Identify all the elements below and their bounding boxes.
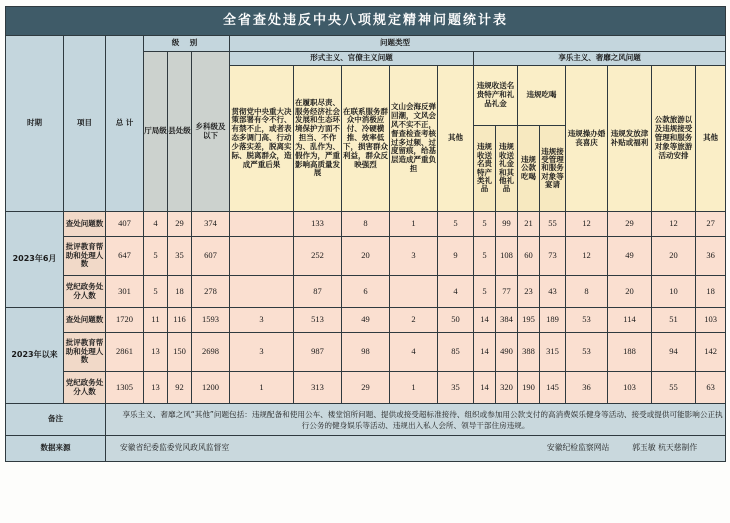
row-label: 批评教育帮助和处理人数 [64, 333, 106, 372]
cell-total: 407 [106, 212, 144, 237]
cell-level-county: 35 [168, 237, 192, 276]
header-formalism-group: 形式主义、官僚主义问题 [230, 52, 474, 66]
page-title: 全省查处违反中央八项规定精神问题统计表 [6, 7, 726, 36]
cell-hedonism-3: 12 [652, 212, 696, 237]
cell-formalism-3: 98 [342, 333, 390, 372]
cell-hedonism-other: 142 [696, 333, 726, 372]
cell-total: 647 [106, 237, 144, 276]
cell-hedonism-2: 114 [608, 308, 652, 333]
cell-level-township: 1593 [192, 308, 230, 333]
cell-gifts-1: 14 [474, 308, 496, 333]
cell-hedonism-1: 53 [566, 333, 608, 372]
cell-dining-2: 315 [540, 333, 566, 372]
header-dining-sub-1: 违规公款吃喝 [518, 126, 540, 212]
cell-hedonism-1: 36 [566, 372, 608, 404]
row-label: 查处问题数 [64, 212, 106, 237]
cell-level-county: 116 [168, 308, 192, 333]
cell-hedonism-3: 94 [652, 333, 696, 372]
cell-level-bureau: 13 [144, 333, 168, 372]
cell-formalism-4 [390, 276, 438, 308]
cell-formalism-1: 3 [230, 308, 294, 333]
cell-formalism-4: 1 [390, 212, 438, 237]
header-formalism-col-2: 在履职尽责、服务经济社会发展和生态环境保护方面不担当、不作为、乱作为、假作为，严重影响高质量发展 [294, 66, 342, 212]
row-label: 批评教育帮助和处理人数 [64, 237, 106, 276]
cell-formalism-1: 1 [230, 372, 294, 404]
cell-formalism-other: 4 [438, 276, 474, 308]
header-formalism-other: 其他 [438, 66, 474, 212]
cell-formalism-4: 1 [390, 372, 438, 404]
table-row [6, 212, 726, 237]
period-label-1: 2023年以来 [6, 308, 64, 404]
cell-dining-2: 55 [540, 212, 566, 237]
cell-level-township: 1200 [192, 372, 230, 404]
cell-hedonism-other: 18 [696, 276, 726, 308]
cell-gifts-1: 5 [474, 237, 496, 276]
cell-hedonism-3: 20 [652, 237, 696, 276]
header-level-township: 乡科级及以下 [192, 52, 230, 212]
header-period: 时期 [6, 36, 64, 212]
title-row [6, 7, 726, 36]
table-row [6, 237, 726, 276]
cell-gifts-1: 5 [474, 212, 496, 237]
cell-hedonism-1: 53 [566, 308, 608, 333]
header-formalism-col-1: 贯彻党中央重大决策部署有令不行、有禁不止，或者表态多调门高、行动少落实差，脱离实际、脱离群众，造成严重后果 [230, 66, 294, 212]
table-row [6, 276, 726, 308]
source-cell [106, 436, 726, 462]
cell-level-township: 278 [192, 276, 230, 308]
cell-gifts-1: 5 [474, 276, 496, 308]
cell-hedonism-other: 103 [696, 308, 726, 333]
cell-dining-2: 145 [540, 372, 566, 404]
cell-formalism-2: 313 [294, 372, 342, 404]
cell-level-bureau: 5 [144, 237, 168, 276]
cell-gifts-2: 108 [496, 237, 518, 276]
cell-formalism-1: 3 [230, 333, 294, 372]
cell-formalism-other: 5 [438, 212, 474, 237]
cell-formalism-2: 133 [294, 212, 342, 237]
source-attribution [547, 444, 725, 453]
cell-level-township: 607 [192, 237, 230, 276]
header-hedonism-group: 享乐主义、奢靡之风问题 [474, 52, 726, 66]
cell-total: 1720 [106, 308, 144, 333]
cell-formalism-1 [230, 212, 294, 237]
cell-level-township: 2698 [192, 333, 230, 372]
header-problem-type: 问题类型 [230, 36, 726, 52]
table-row [6, 372, 726, 404]
cell-hedonism-3: 10 [652, 276, 696, 308]
header-gifts-group: 违规收送名贵特产和礼品礼金 [474, 66, 518, 126]
header-dining-group: 违规吃喝 [518, 66, 566, 126]
cell-level-county: 150 [168, 333, 192, 372]
cell-level-township: 374 [192, 212, 230, 237]
header-hedonism-col-2: 违规发放津补贴或福利 [608, 66, 652, 212]
cell-dining-1: 60 [518, 237, 540, 276]
cell-dining-1: 388 [518, 333, 540, 372]
cell-formalism-3: 49 [342, 308, 390, 333]
cell-hedonism-1: 12 [566, 212, 608, 237]
source-website: 安徽纪检监察网站 [546, 443, 610, 453]
period-label-0: 2023年6月 [6, 212, 64, 308]
cell-formalism-other: 50 [438, 308, 474, 333]
cell-dining-1: 190 [518, 372, 540, 404]
cell-formalism-3: 20 [342, 237, 390, 276]
cell-gifts-2: 77 [496, 276, 518, 308]
cell-hedonism-other: 36 [696, 237, 726, 276]
cell-hedonism-1: 12 [566, 237, 608, 276]
cell-formalism-4: 2 [390, 308, 438, 333]
cell-level-bureau: 11 [144, 308, 168, 333]
row-label: 党纪政务处分人数 [64, 372, 106, 404]
cell-hedonism-2: 29 [608, 212, 652, 237]
cell-level-bureau: 5 [144, 276, 168, 308]
header-row-1 [6, 36, 726, 52]
cell-hedonism-other: 63 [696, 372, 726, 404]
cell-formalism-other: 35 [438, 372, 474, 404]
table-row [6, 308, 726, 333]
header-gifts-sub-1: 违规收送名贵特产类礼品 [474, 126, 496, 212]
cell-dining-2: 73 [540, 237, 566, 276]
note-row [6, 404, 726, 436]
cell-level-county: 29 [168, 212, 192, 237]
cell-hedonism-2: 103 [608, 372, 652, 404]
cell-gifts-1: 14 [474, 333, 496, 372]
cell-gifts-2: 490 [496, 333, 518, 372]
header-project: 项目 [64, 36, 106, 212]
source-row [6, 436, 726, 462]
cell-total: 301 [106, 276, 144, 308]
cell-formalism-2: 252 [294, 237, 342, 276]
cell-hedonism-2: 188 [608, 333, 652, 372]
note-label: 备注 [6, 404, 106, 436]
header-hedonism-col-1: 违规操办婚丧喜庆 [566, 66, 608, 212]
cell-formalism-3: 8 [342, 212, 390, 237]
header-formalism-col-4: 文山会海反弹回潮，文风会风不实不正，督查检查考核过多过频、过度留痕，给基层造成严重负担 [390, 66, 438, 212]
cell-hedonism-2: 20 [608, 276, 652, 308]
cell-formalism-3: 29 [342, 372, 390, 404]
cell-gifts-2: 320 [496, 372, 518, 404]
cell-gifts-2: 99 [496, 212, 518, 237]
cell-total: 1305 [106, 372, 144, 404]
table-row [6, 333, 726, 372]
cell-hedonism-3: 51 [652, 308, 696, 333]
cell-level-bureau: 13 [144, 372, 168, 404]
cell-hedonism-2: 49 [608, 237, 652, 276]
cell-formalism-other: 85 [438, 333, 474, 372]
header-level-bureau: 厅局级 [144, 52, 168, 212]
cell-dining-1: 195 [518, 308, 540, 333]
cell-hedonism-other: 27 [696, 212, 726, 237]
header-formalism-col-3: 在联系服务群众中消极应付、冷硬横推、效率低下，损害群众利益，群众反映强烈 [342, 66, 390, 212]
header-hedonism-col-3: 公款旅游以及违规接受管理和服务对象等旅游活动安排 [652, 66, 696, 212]
cell-formalism-1 [230, 237, 294, 276]
header-level-county: 县处级 [168, 52, 192, 212]
header-hedonism-other: 其他 [696, 66, 726, 212]
cell-formalism-other: 9 [438, 237, 474, 276]
cell-total: 2861 [106, 333, 144, 372]
source-label: 数据来源 [6, 436, 106, 462]
cell-formalism-2: 87 [294, 276, 342, 308]
row-label: 查处问题数 [64, 308, 106, 333]
source-department: 安徽省纪委监委党风政风监督室 [120, 443, 230, 453]
cell-formalism-1 [230, 276, 294, 308]
statistics-table [5, 6, 726, 462]
cell-formalism-2: 987 [294, 333, 342, 372]
cell-level-county: 92 [168, 372, 192, 404]
cell-formalism-4: 3 [390, 237, 438, 276]
header-dining-sub-2: 违规接受管理和服务对象等宴请 [540, 126, 566, 212]
cell-gifts-1: 14 [474, 372, 496, 404]
cell-formalism-2: 513 [294, 308, 342, 333]
cell-dining-2: 43 [540, 276, 566, 308]
cell-formalism-4: 4 [390, 333, 438, 372]
row-label: 党纪政务处分人数 [64, 276, 106, 308]
cell-dining-1: 23 [518, 276, 540, 308]
cell-level-county: 18 [168, 276, 192, 308]
header-total: 总 计 [106, 36, 144, 212]
note-text: 享乐主义、奢靡之风“其他”问题包括：违规配备和使用公车、楼堂馆所问题、提供或接受超标准接待、组织或参加用公款支付的高消费娱乐健身等活动、接受或提供可能影响公正执行公务的健身娱乐等活动、违规出入私人会所、领导干部住房违规。 [106, 404, 726, 436]
cell-level-bureau: 4 [144, 212, 168, 237]
header-gifts-sub-2: 违规收送礼金和其他礼品 [496, 126, 518, 212]
cell-gifts-2: 384 [496, 308, 518, 333]
cell-formalism-3: 6 [342, 276, 390, 308]
source-credit: 郭玉敏 杭天慈制作 [632, 443, 698, 453]
header-level-group: 级 别 [144, 36, 230, 52]
cell-hedonism-3: 55 [652, 372, 696, 404]
cell-dining-1: 21 [518, 212, 540, 237]
cell-dining-2: 189 [540, 308, 566, 333]
cell-hedonism-1: 8 [566, 276, 608, 308]
